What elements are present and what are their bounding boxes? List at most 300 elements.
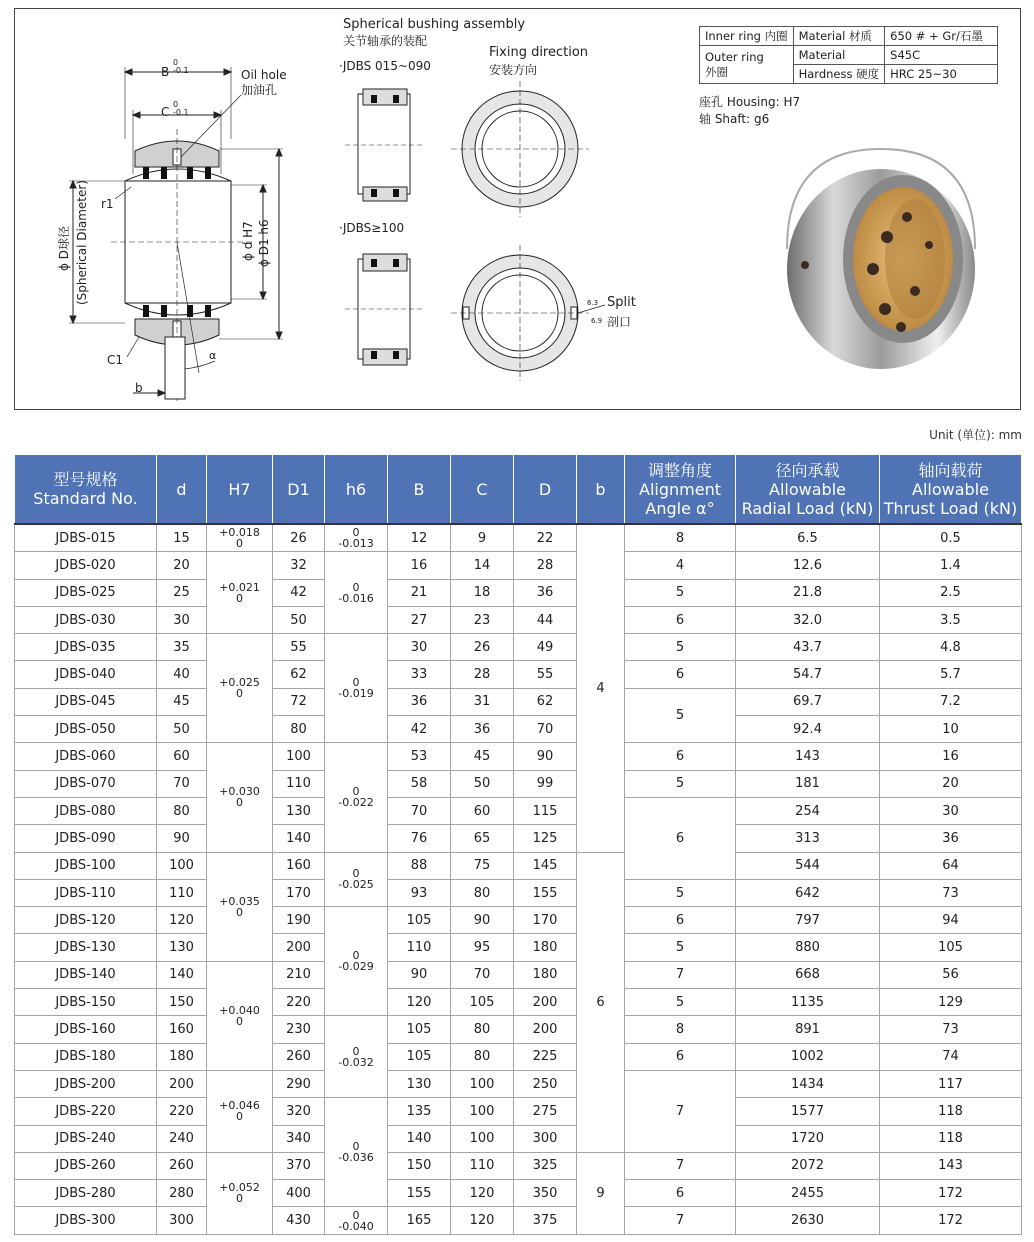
c-width-cell: 36 <box>451 716 514 743</box>
d-cell: 70 <box>157 770 207 797</box>
table-row <box>15 989 1022 1016</box>
c-width-cell: 100 <box>451 1125 514 1152</box>
b-label: b <box>135 381 143 395</box>
b-width-cell: 16 <box>388 552 451 579</box>
b-width-cell: 105 <box>388 907 451 934</box>
d-sphere-cell: 115 <box>514 797 577 824</box>
thrust-load-cell: 129 <box>880 989 1022 1016</box>
b-width-cell: 135 <box>388 1098 451 1125</box>
b-width-cell: 88 <box>388 852 451 879</box>
h7-tolerance-cell: +0.040 0 <box>207 961 273 1070</box>
alpha-label: α <box>209 349 217 362</box>
d-sphere-cell: 155 <box>514 879 577 906</box>
b-cell: 4 <box>577 524 625 852</box>
radial-load-cell: 544 <box>736 852 880 879</box>
b-width-cell: 155 <box>388 1180 451 1207</box>
table-row <box>15 797 1022 824</box>
radial-load-cell: 1434 <box>736 1070 880 1097</box>
standard-no-cell: JDBS-280 <box>15 1180 157 1207</box>
table-row <box>15 1125 1022 1152</box>
standard-no-cell: JDBS-130 <box>15 934 157 961</box>
thrust-load-cell: 2.5 <box>880 579 1022 606</box>
b-width-cell: 27 <box>388 606 451 633</box>
standard-no-cell: JDBS-060 <box>15 743 157 770</box>
c-width-cell: 18 <box>451 579 514 606</box>
d-cell: 130 <box>157 934 207 961</box>
c-width-cell: 110 <box>451 1152 514 1179</box>
d1-cell: 50 <box>273 606 325 633</box>
header-standard: 型号规格 Standard No. <box>15 455 157 525</box>
d-cell: 140 <box>157 961 207 988</box>
d-sphere-cell: 44 <box>514 606 577 633</box>
b-width-cell: 33 <box>388 661 451 688</box>
d1-cell: 110 <box>273 770 325 797</box>
h7-tolerance-cell: +0.030 0 <box>207 743 273 852</box>
b-width-cell: 30 <box>388 634 451 661</box>
h7-tolerance-cell: +0.052 0 <box>207 1152 273 1234</box>
radial-load-cell: 313 <box>736 825 880 852</box>
d-sphere-cell: 375 <box>514 1207 577 1234</box>
d1-cell: 140 <box>273 825 325 852</box>
alignment-angle-cell: 7 <box>625 1207 736 1234</box>
thrust-load-cell: 56 <box>880 961 1022 988</box>
table-row <box>15 1016 1022 1043</box>
radial-load-cell: 880 <box>736 934 880 961</box>
d-sphere-cell: 250 <box>514 1070 577 1097</box>
drawing-panel <box>14 8 1021 410</box>
b-width-cell: 105 <box>388 1016 451 1043</box>
d-cell: 180 <box>157 1043 207 1070</box>
header-thrust-load: 轴向载荷 Allowable Thrust Load (kN) <box>880 455 1022 525</box>
b-width-cell: 90 <box>388 961 451 988</box>
h6-tolerance-cell: 0 -0.029 <box>325 907 388 1016</box>
radial-load-cell: 2630 <box>736 1207 880 1234</box>
d-sphere-cell: 145 <box>514 852 577 879</box>
b-width-cell: 165 <box>388 1207 451 1234</box>
alignment-angle-cell: 5 <box>625 634 736 661</box>
d1-cell: 130 <box>273 797 325 824</box>
b-cell: 6 <box>577 852 625 1152</box>
alignment-angle-cell: 5 <box>625 579 736 606</box>
c-width-cell: 60 <box>451 797 514 824</box>
d-cell: 90 <box>157 825 207 852</box>
thrust-load-cell: 117 <box>880 1070 1022 1097</box>
d1-cell: 230 <box>273 1016 325 1043</box>
h6-tolerance-cell: 0 -0.036 <box>325 1098 388 1207</box>
thrust-load-cell: 7.2 <box>880 688 1022 715</box>
standard-no-cell: JDBS-140 <box>15 961 157 988</box>
thrust-load-cell: 73 <box>880 879 1022 906</box>
d-sphere-cell: 300 <box>514 1125 577 1152</box>
b-width-cell: 140 <box>388 1125 451 1152</box>
thrust-load-cell: 16 <box>880 743 1022 770</box>
c-width-cell: 105 <box>451 989 514 1016</box>
h6-tolerance-cell: 0 -0.040 <box>325 1207 388 1234</box>
b-width-cell: 150 <box>388 1152 451 1179</box>
inner-material-value: 650 # + Gr/石墨 <box>885 27 998 46</box>
outer-ring-label: Outer ring 外圈 <box>700 46 794 84</box>
h7-tolerance-cell: +0.035 0 <box>207 852 273 961</box>
header-b-small: b <box>577 455 625 525</box>
standard-no-cell: JDBS-020 <box>15 552 157 579</box>
d-cell: 240 <box>157 1125 207 1152</box>
c-width-cell: 75 <box>451 852 514 879</box>
header-d: d <box>157 455 207 525</box>
table-row <box>15 907 1022 934</box>
table-row <box>15 634 1022 661</box>
radial-load-cell: 6.5 <box>736 524 880 552</box>
r1-label: r1 <box>101 197 114 211</box>
radial-load-cell: 21.8 <box>736 579 880 606</box>
thrust-load-cell: 5.7 <box>880 661 1022 688</box>
d-sphere-cell: 99 <box>514 770 577 797</box>
standard-no-cell: JDBS-080 <box>15 797 157 824</box>
b-width-cell: 93 <box>388 879 451 906</box>
standard-no-cell: JDBS-030 <box>15 606 157 633</box>
standard-no-cell: JDBS-240 <box>15 1125 157 1152</box>
table-row <box>15 1043 1022 1070</box>
assembly-section-1 <box>345 89 425 201</box>
d-cell: 160 <box>157 1016 207 1043</box>
d1-cell: 170 <box>273 879 325 906</box>
oil-hole-cn-label: 加油孔 <box>241 83 278 97</box>
d-sphere-cell: 22 <box>514 524 577 552</box>
standard-no-cell: JDBS-045 <box>15 688 157 715</box>
d1-cell: 55 <box>273 634 325 661</box>
header-h6: h6 <box>325 455 388 525</box>
d1-cell: 290 <box>273 1070 325 1097</box>
d-sphere-cell: 55 <box>514 661 577 688</box>
alignment-angle-cell: 4 <box>625 552 736 579</box>
header-radial-load: 径向承载 Allowable Radial Load (kN) <box>736 455 880 525</box>
table-row <box>15 716 1022 743</box>
d-sphere-cell: 70 <box>514 716 577 743</box>
d1-cell: 260 <box>273 1043 325 1070</box>
standard-no-cell: JDBS-300 <box>15 1207 157 1234</box>
alignment-angle-cell: 5 <box>625 989 736 1016</box>
d-cell: 60 <box>157 743 207 770</box>
standard-no-cell: JDBS-260 <box>15 1152 157 1179</box>
standard-no-cell: JDBS-025 <box>15 579 157 606</box>
thrust-load-cell: 118 <box>880 1125 1022 1152</box>
table-row <box>15 579 1022 606</box>
radial-load-cell: 181 <box>736 770 880 797</box>
thrust-load-cell: 36 <box>880 825 1022 852</box>
radial-load-cell: 12.6 <box>736 552 880 579</box>
h6-tolerance-cell: 0 -0.032 <box>325 1016 388 1098</box>
alignment-angle-cell: 5 <box>625 934 736 961</box>
dim-b-label: B <box>161 65 170 79</box>
c-width-cell: 50 <box>451 770 514 797</box>
d-sphere-cell: 180 <box>514 934 577 961</box>
b-width-cell: 21 <box>388 579 451 606</box>
standard-no-cell: JDBS-015 <box>15 524 157 552</box>
header-d1: D1 <box>273 455 325 525</box>
d-sphere-cell: 49 <box>514 634 577 661</box>
header-b-width: B <box>388 455 451 525</box>
b-cell: 9 <box>577 1152 625 1234</box>
assembly-title: Spherical bushing assembly <box>343 17 526 32</box>
thrust-load-cell: 10 <box>880 716 1022 743</box>
d-sphere-cell: 350 <box>514 1180 577 1207</box>
thrust-load-cell: 20 <box>880 770 1022 797</box>
c-width-cell: 80 <box>451 1016 514 1043</box>
d-cell: 20 <box>157 552 207 579</box>
outer-material-value: S45C <box>885 46 998 65</box>
c-width-cell: 120 <box>451 1180 514 1207</box>
d-cell: 45 <box>157 688 207 715</box>
d1-cell: 26 <box>273 524 325 552</box>
radial-load-cell: 54.7 <box>736 661 880 688</box>
radial-load-cell: 1577 <box>736 1098 880 1125</box>
c-width-cell: 26 <box>451 634 514 661</box>
d1-cell: 210 <box>273 961 325 988</box>
c-width-cell: 31 <box>451 688 514 715</box>
table-row <box>15 524 1022 552</box>
b-width-cell: 12 <box>388 524 451 552</box>
radial-load-cell: 642 <box>736 879 880 906</box>
d1-cell: 72 <box>273 688 325 715</box>
radial-load-cell: 1135 <box>736 989 880 1016</box>
header-angle: 调整角度 Alignment Angle α° <box>625 455 736 525</box>
d1-cell: 430 <box>273 1207 325 1234</box>
d1-cell: 42 <box>273 579 325 606</box>
d-cell: 30 <box>157 606 207 633</box>
d-cell: 35 <box>157 634 207 661</box>
range-015-090: ·JDBS 015~090 <box>339 59 431 73</box>
d-cell: 15 <box>157 524 207 552</box>
inner-material-label: Material 材质 <box>793 27 885 46</box>
phi-d1-h6-label: ϕ D1 h6 <box>257 219 271 267</box>
b-width-cell: 130 <box>388 1070 451 1097</box>
h6-tolerance-cell: 0 -0.022 <box>325 743 388 852</box>
fixing-view-2 <box>451 245 605 381</box>
d1-cell: 32 <box>273 552 325 579</box>
alignment-angle-cell: 6 <box>625 606 736 633</box>
standard-no-cell: JDBS-050 <box>15 716 157 743</box>
d-cell: 200 <box>157 1070 207 1097</box>
shaft-fit: 轴 Shaft: g6 <box>699 112 770 126</box>
split-tolerance-63: 6.3 <box>587 299 599 307</box>
table-row <box>15 1180 1022 1207</box>
d1-cell: 100 <box>273 743 325 770</box>
standard-no-cell: JDBS-090 <box>15 825 157 852</box>
d-sphere-cell: 62 <box>514 688 577 715</box>
standard-no-cell: JDBS-200 <box>15 1070 157 1097</box>
table-row <box>15 879 1022 906</box>
dim-c-label: C <box>161 105 170 119</box>
alignment-angle-cell: 7 <box>625 1070 736 1152</box>
d1-cell: 160 <box>273 852 325 879</box>
hardness-value: HRC 25~30 <box>885 65 998 84</box>
alignment-angle-cell: 6 <box>625 1043 736 1070</box>
radial-load-cell: 668 <box>736 961 880 988</box>
b-width-cell: 36 <box>388 688 451 715</box>
d-sphere-cell: 325 <box>514 1152 577 1179</box>
table-row <box>15 961 1022 988</box>
c-width-cell: 80 <box>451 1043 514 1070</box>
assembly-section-2 <box>345 254 425 365</box>
b-width-cell: 42 <box>388 716 451 743</box>
thrust-load-cell: 94 <box>880 907 1022 934</box>
table-row <box>15 552 1022 579</box>
d1-cell: 320 <box>273 1098 325 1125</box>
d-cell: 120 <box>157 907 207 934</box>
standard-no-cell: JDBS-110 <box>15 879 157 906</box>
radial-load-cell: 32.0 <box>736 606 880 633</box>
split-label: Split <box>607 295 636 310</box>
split-tolerance-69: 6.9 <box>591 317 603 325</box>
thrust-load-cell: 64 <box>880 852 1022 879</box>
thrust-load-cell: 3.5 <box>880 606 1022 633</box>
thrust-load-cell: 73 <box>880 1016 1022 1043</box>
standard-no-cell: JDBS-100 <box>15 852 157 879</box>
d-cell: 260 <box>157 1152 207 1179</box>
h6-tolerance-cell: 0 -0.013 <box>325 524 388 552</box>
c1-label: C1 <box>107 353 124 367</box>
table-row <box>15 1207 1022 1234</box>
alignment-angle-cell: 6 <box>625 797 736 879</box>
d-sphere-cell: 200 <box>514 1016 577 1043</box>
standard-no-cell: JDBS-220 <box>15 1098 157 1125</box>
fixing-view-1 <box>451 81 589 217</box>
unit-label: Unit (单位): mm <box>929 428 1022 442</box>
d1-cell: 80 <box>273 716 325 743</box>
alignment-angle-cell: 7 <box>625 1152 736 1179</box>
table-row <box>15 743 1022 770</box>
h7-tolerance-cell: +0.018 0 <box>207 524 273 552</box>
d1-cell: 340 <box>273 1125 325 1152</box>
d1-cell: 190 <box>273 907 325 934</box>
h6-tolerance-cell: 0 -0.025 <box>325 852 388 907</box>
phi-d-h7-label: ϕ d H7 <box>241 221 255 261</box>
d-cell: 80 <box>157 797 207 824</box>
thrust-load-cell: 172 <box>880 1180 1022 1207</box>
c-width-cell: 100 <box>451 1070 514 1097</box>
fixing-direction-label: Fixing direction <box>489 45 589 60</box>
thrust-load-cell: 74 <box>880 1043 1022 1070</box>
c-width-cell: 100 <box>451 1098 514 1125</box>
radial-load-cell: 1002 <box>736 1043 880 1070</box>
thrust-load-cell: 105 <box>880 934 1022 961</box>
table-row <box>15 606 1022 633</box>
alignment-angle-cell: 6 <box>625 743 736 770</box>
radial-load-cell: 1720 <box>736 1125 880 1152</box>
dim-b-tolerance: 0 -0.1 <box>173 58 189 75</box>
header-h7: H7 <box>207 455 273 525</box>
h6-tolerance-cell: 0 -0.019 <box>325 634 388 743</box>
standard-no-cell: JDBS-035 <box>15 634 157 661</box>
d-sphere-cell: 180 <box>514 961 577 988</box>
c-width-cell: 65 <box>451 825 514 852</box>
radial-load-cell: 891 <box>736 1016 880 1043</box>
radial-load-cell: 69.7 <box>736 688 880 715</box>
radial-load-cell: 92.4 <box>736 716 880 743</box>
table-row <box>15 1152 1022 1179</box>
thrust-load-cell: 0.5 <box>880 524 1022 552</box>
alignment-angle-cell: 5 <box>625 688 736 743</box>
alignment-angle-cell: 6 <box>625 661 736 688</box>
split-cn-label: 剖口 <box>607 315 632 329</box>
standard-no-cell: JDBS-180 <box>15 1043 157 1070</box>
standard-no-cell: JDBS-120 <box>15 907 157 934</box>
d1-cell: 220 <box>273 989 325 1016</box>
d-sphere-cell: 125 <box>514 825 577 852</box>
d-sphere-cell: 225 <box>514 1043 577 1070</box>
radial-load-cell: 2455 <box>736 1180 880 1207</box>
d-sphere-cell: 28 <box>514 552 577 579</box>
thrust-load-cell: 1.4 <box>880 552 1022 579</box>
d-sphere-cell: 36 <box>514 579 577 606</box>
radial-load-cell: 143 <box>736 743 880 770</box>
table-row <box>15 688 1022 715</box>
d-cell: 150 <box>157 989 207 1016</box>
d-cell: 280 <box>157 1180 207 1207</box>
c-width-cell: 120 <box>451 1207 514 1234</box>
b-width-cell: 110 <box>388 934 451 961</box>
table-row <box>15 661 1022 688</box>
radial-load-cell: 2072 <box>736 1152 880 1179</box>
b-width-cell: 120 <box>388 989 451 1016</box>
standard-no-cell: JDBS-150 <box>15 989 157 1016</box>
d-cell: 110 <box>157 879 207 906</box>
alignment-angle-cell: 6 <box>625 907 736 934</box>
d-sphere-cell: 275 <box>514 1098 577 1125</box>
d-cell: 300 <box>157 1207 207 1234</box>
d-cell: 25 <box>157 579 207 606</box>
b-width-cell: 70 <box>388 797 451 824</box>
thrust-load-cell: 172 <box>880 1207 1022 1234</box>
thrust-load-cell: 4.8 <box>880 634 1022 661</box>
phi-d-sphere-label: ϕ D球径 <box>57 226 71 271</box>
d-sphere-cell: 170 <box>514 907 577 934</box>
table-row <box>15 770 1022 797</box>
c-width-cell: 95 <box>451 934 514 961</box>
standard-no-cell: JDBS-040 <box>15 661 157 688</box>
material-table <box>699 26 998 84</box>
d-cell: 100 <box>157 852 207 879</box>
d1-cell: 370 <box>273 1152 325 1179</box>
dim-c-tolerance: 0 -0.1 <box>173 100 189 117</box>
c-width-cell: 23 <box>451 606 514 633</box>
thrust-load-cell: 30 <box>880 797 1022 824</box>
outer-material-label: Material <box>793 46 885 65</box>
standard-no-cell: JDBS-160 <box>15 1016 157 1043</box>
d-sphere-cell: 200 <box>514 989 577 1016</box>
alignment-angle-cell: 7 <box>625 961 736 988</box>
alignment-angle-cell: 8 <box>625 524 736 552</box>
c-width-cell: 14 <box>451 552 514 579</box>
table-row <box>15 852 1022 879</box>
c-width-cell: 9 <box>451 524 514 552</box>
table-row <box>15 934 1022 961</box>
radial-load-cell: 43.7 <box>736 634 880 661</box>
header-c-width: C <box>451 455 514 525</box>
standard-no-cell: JDBS-070 <box>15 770 157 797</box>
radial-load-cell: 797 <box>736 907 880 934</box>
c-width-cell: 90 <box>451 907 514 934</box>
range-100: ·JDBS≥100 <box>339 221 405 235</box>
b-width-cell: 53 <box>388 743 451 770</box>
thrust-load-cell: 143 <box>880 1152 1022 1179</box>
hardness-label: Hardness 硬度 <box>793 65 885 84</box>
d1-cell: 62 <box>273 661 325 688</box>
c-width-cell: 28 <box>451 661 514 688</box>
spherical-diameter-label: (Spherical Diameter) <box>75 180 89 305</box>
b-width-cell: 58 <box>388 770 451 797</box>
d-sphere-cell: 90 <box>514 743 577 770</box>
table-row <box>15 1098 1022 1125</box>
